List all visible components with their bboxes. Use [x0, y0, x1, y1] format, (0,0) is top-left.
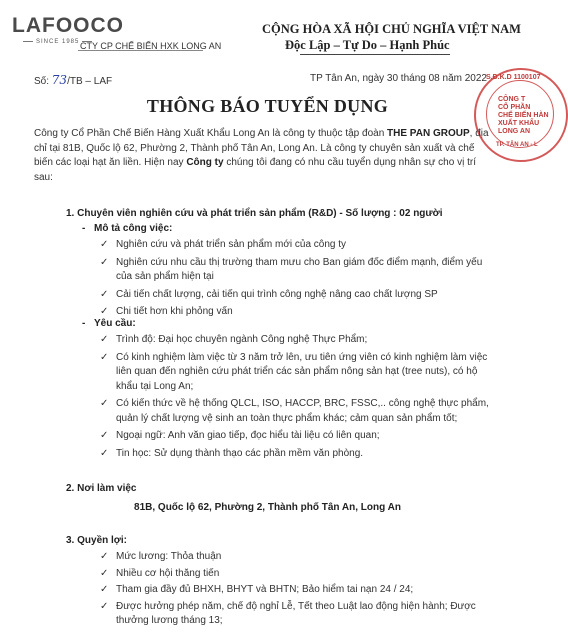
list-item: ✓ Trình độ: Đại học chuyên ngành Công nghệ Thực Phẩm; [100, 333, 500, 348]
check-icon: ✓ [100, 256, 109, 268]
workplace-address: 81B, Quốc lộ 62, Phường 2, Thành phố Tân An, Long An [134, 502, 401, 513]
check-icon: ✓ [100, 430, 109, 441]
national-title: CỘNG HÒA XÃ HỘI CHỦ NGHĨA VIỆT NAM [262, 22, 521, 36]
group-name: THE PAN GROUP [387, 128, 470, 139]
s1-requirements-label: - Yêu cầu: [82, 318, 136, 329]
list-item: ✓ Có kiến thức về hệ thống QLCL, ISO, HACCP, BRC, FSSC,.. công nghệ thực phẩm, quản lý chất lượng vệ sinh an toàn thực phẩm khác; cảm quan sản phẩm tốt; [100, 398, 489, 424]
s1-requirements-list [100, 333, 500, 461]
list-item: ✓ Chi tiết hơn khi phỏng vấn [100, 305, 500, 320]
list-item: ✓ Có kinh nghiệm làm việc từ 3 năm trở lên, ưu tiên ứng viên có kinh nghiệm làm việc liên quan đến nghiên cứu phát triển các sản phẩm nông sản hạt (tree nuts), có hộ khẩu tại Long An; [100, 351, 488, 392]
docnum-prefix: Số: [34, 76, 50, 87]
check-icon: ✓ [100, 288, 109, 300]
list-item: ✓ Tin học: Sử dụng thành thạo các phần mềm văn phòng. [100, 447, 500, 462]
list-item: ✓ Cải tiến chất lượng, cải tiến qui trình công nghệ nâng cao chất lượng SP [100, 288, 500, 303]
national-motto: Độc Lập – Tự Do – Hạnh Phúc [285, 38, 450, 52]
list-item: ✓ Nghiên cứu nhu cầu thị trường tham mưu cho Ban giám đốc điểm mạnh, điểm yếu của sản phẩm hiện tại [100, 256, 483, 282]
document-number [34, 73, 112, 87]
company-bold: Công ty [186, 157, 224, 168]
s1-description-list [100, 238, 500, 320]
docnum-suffix: /TB – LAF [67, 76, 113, 87]
motto-underline [300, 54, 450, 55]
check-icon: ✓ [100, 584, 109, 595]
check-icon: ✓ [100, 551, 109, 562]
intro-paragraph: Công ty Cổ Phần Chế Biến Hàng Xuất Khẩu Long An là công ty thuộc tập đoàn THE PAN GROUP, địa chỉ tại 81B, Quốc lộ 62, Phường 2, Thành phố Tân An, Long An. Là công ty chuyên sản xuất và chế biến các loại hạt ăn liền. Hiện nay Công ty chúng tôi đang có nhu cầu tuyển dụng nhân sự cho vị trí sau: [34, 128, 489, 183]
list-item: ✓ Mức lương: Thỏa thuận [100, 550, 500, 565]
list-item: ✓ Nhiều cơ hội thăng tiến [100, 567, 500, 582]
company-underline [78, 50, 203, 51]
section-3-title: 3. Quyền lợi: [66, 535, 128, 546]
check-icon: ✓ [100, 600, 109, 612]
section-1-title: 1. Chuyên viên nghiên cứu và phát triển sản phẩm (R&D) - Số lượng : 02 người [66, 208, 443, 219]
check-icon: ✓ [100, 351, 109, 363]
stamp-ring-text: S.Đ.K.D 1100107 [486, 74, 541, 81]
document-date: TP Tân An, ngày 30 tháng 08 năm 2022 [310, 73, 487, 84]
section-2-title: 2. Nơi làm việc [66, 483, 137, 494]
list-item: ✓ Được hưởng phép năm, chế độ nghỉ Lễ, Tết theo Luật lao động hiện hành; Được thưởng lương tháng 13; [100, 600, 476, 626]
check-icon: ✓ [100, 567, 109, 579]
check-icon: ✓ [100, 239, 109, 250]
s1-description-label: - Mô tả công việc: [82, 223, 173, 234]
company-name: CTY CP CHẾ BIẾN HXK LONG AN [80, 41, 222, 51]
docnum-handwritten: 73 [51, 73, 68, 87]
list-item: ✓ Nghiên cứu và phát triển sản phẩm mới của công ty [100, 238, 500, 253]
stamp-bottom-text: TP. TÂN AN - L [496, 142, 538, 148]
logo-since-text: SINCE 1985 [20, 39, 95, 45]
check-icon: ✓ [100, 306, 109, 317]
list-item: ✓ Tham gia đầy đủ BHXH, BHYT và BHTN; Bảo hiểm tai nạn 24 / 24; [100, 583, 500, 598]
check-icon: ✓ [100, 447, 109, 459]
stamp-center-text: CÔNG T CỔ PHẦN CHẾ BIẾN HÀN XUẤT KHẨU LONG AN [498, 96, 549, 135]
document-title: THÔNG BÁO TUYỂN DỤNG [146, 96, 389, 116]
list-item: ✓ Ngoại ngữ: Anh văn giao tiếp, đọc hiểu tài liệu có liên quan; [100, 429, 500, 444]
s3-benefits-list [100, 550, 500, 629]
check-icon: ✓ [100, 398, 109, 409]
company-logo: LAFOOCO [12, 14, 124, 37]
check-icon: ✓ [100, 334, 109, 345]
